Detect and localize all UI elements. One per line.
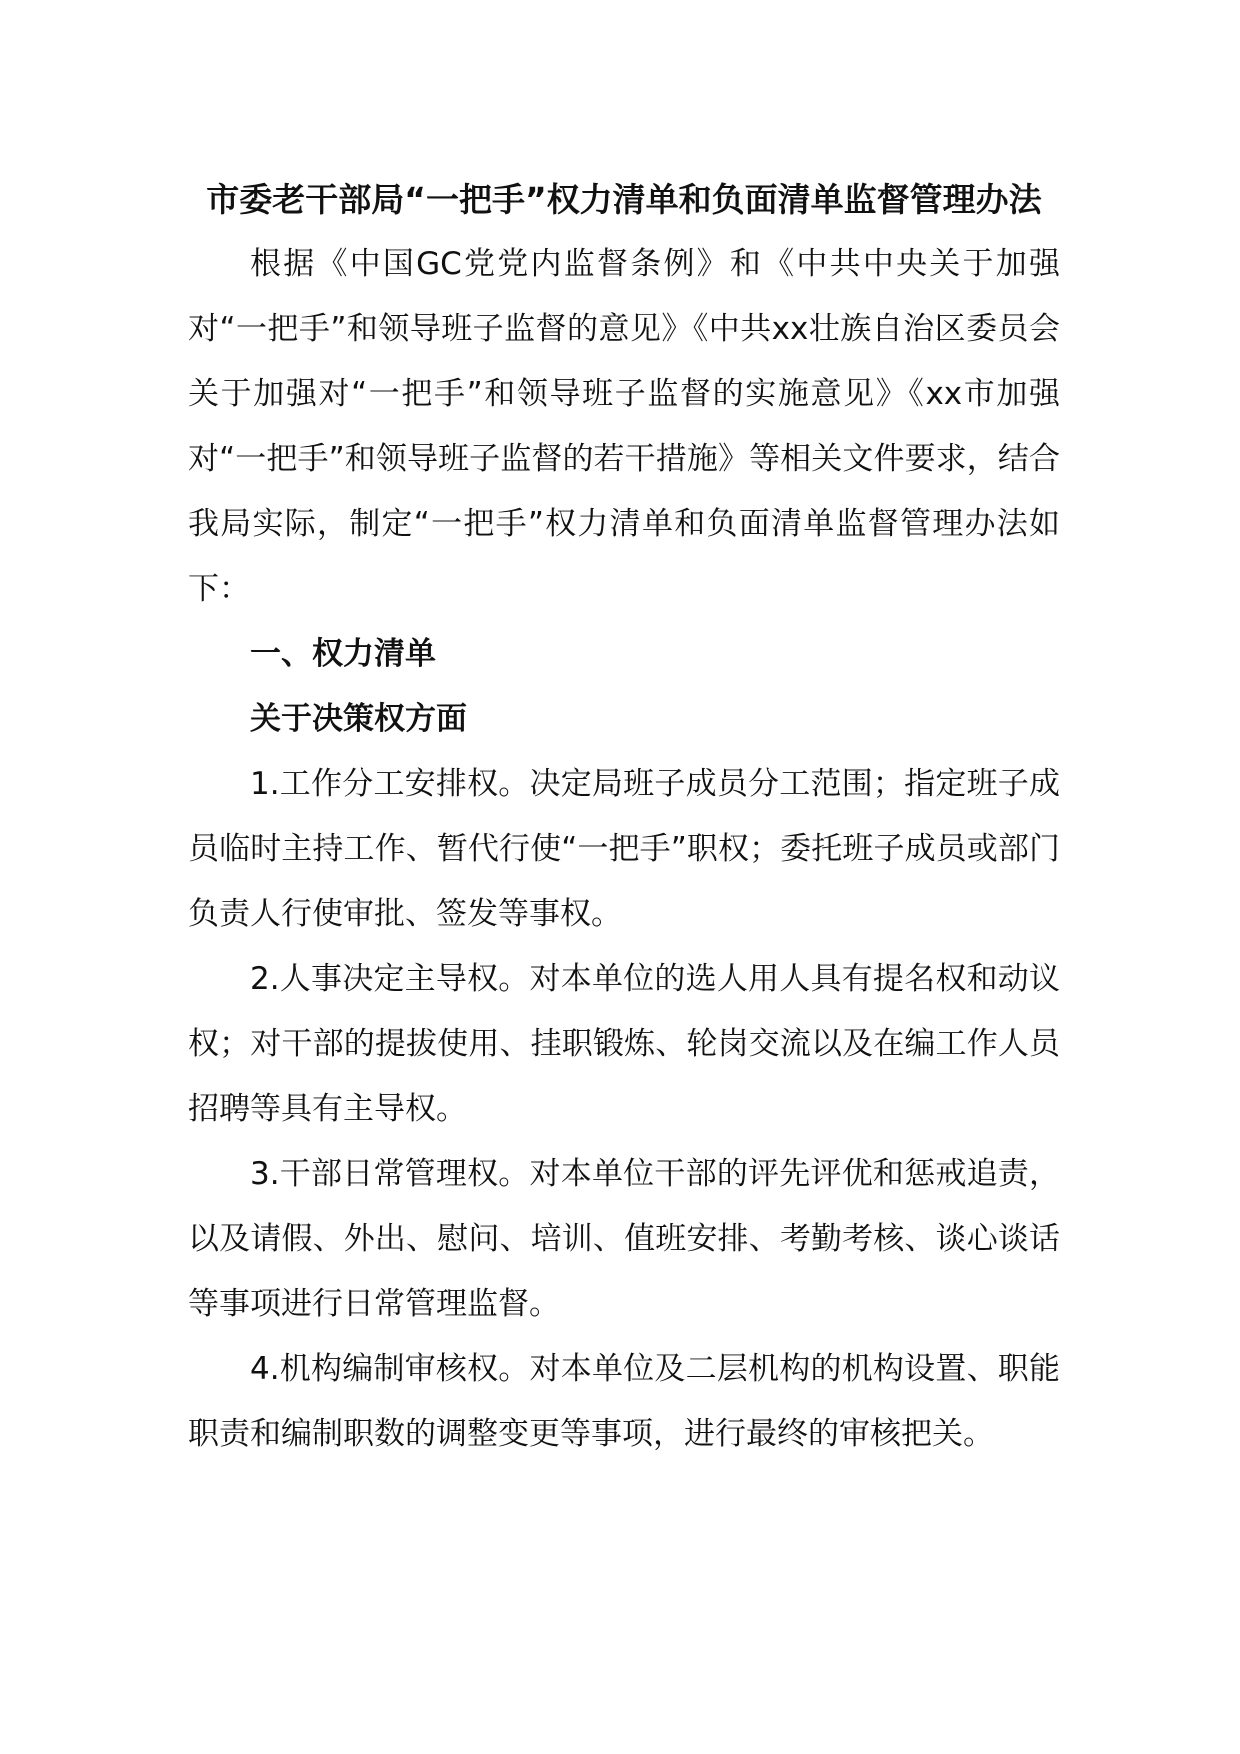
subsection-heading-decision-power: 关于决策权方面: [250, 701, 467, 737]
list-item: 3.干部日常管理权。对本单位干部的评先评优和惩戒追责，以及请假、外出、慰问、培训、值班安排、考勤考核、谈心谈话等事项进行日常管理监督。: [188, 1156, 1060, 1322]
section-heading-power-list: 一、权力清单: [250, 636, 436, 672]
document-page: [188, 168, 1060, 1467]
list-item: 1.工作分工安排权。决定局班子成员分工范围；指定班子成员临时主持工作、暂代行使“一把手”职权；委托班子成员或部门负责人行使审批、签发等事权。: [188, 766, 1060, 932]
list-item: 4.机构编制审核权。对本单位及二层机构的机构设置、职能职责和编制职数的调整变更等事项，进行最终的审核把关。: [188, 1351, 1060, 1452]
list-item: 2.人事决定主导权。对本单位的选人用人具有提名权和动议权；对干部的提拔使用、挂职锻炼、轮岗交流以及在编工作人员招聘等具有主导权。: [188, 961, 1060, 1127]
document-title: 市委老干部局“一把手”权力清单和负面清单监督管理办法: [206, 180, 1042, 219]
intro-paragraph: 根据《中国GC党党内监督条例》和《中共中央关于加强对“一把手”和领导班子监督的意见》《中共xx壮族自治区委员会关于加强对“一把手”和领导班子监督的实施意见》《xx市加强对“一把手”和领导班子监督的若干措施》等相关文件要求，结合我局实际，制定“一把手”权力清单和负面清单监督管理办法如下：: [188, 246, 1060, 607]
